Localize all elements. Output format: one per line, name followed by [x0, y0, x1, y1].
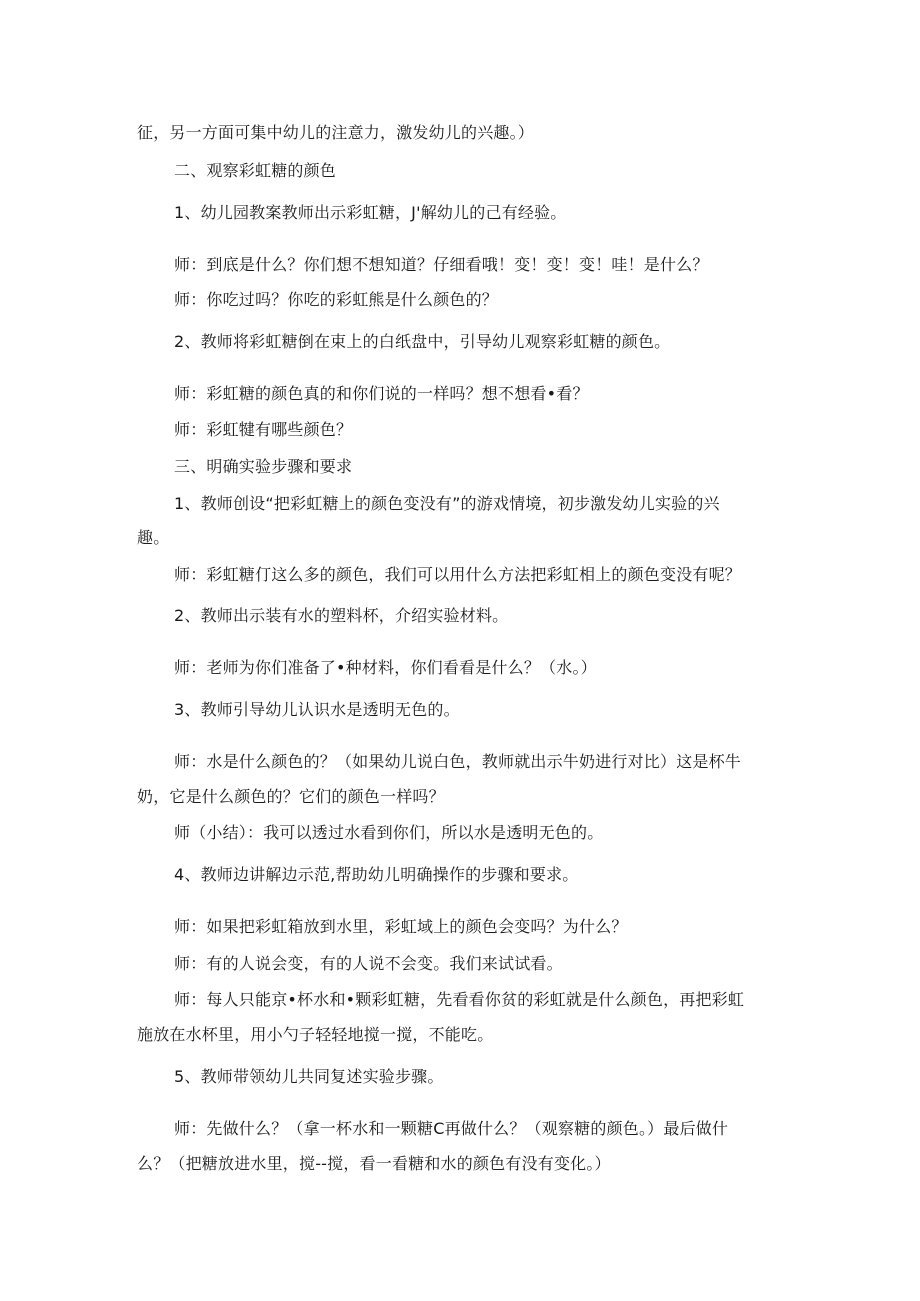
dialogue-line: 师：你吃过吗？你吃的彩虹熊是什么颜色的？ — [174, 290, 499, 309]
text-line: 奶，它是什么颜色的？它们的颜色一样吗？ — [137, 787, 445, 806]
text-line: 征，另一方面可集中幼儿的注意力，激发幼儿的兴趣。） — [137, 123, 535, 142]
numbered-step: 5、教师带领幼儿共同复述实验步骤。 — [174, 1067, 444, 1086]
numbered-step: 1、教师创设“把彩虹糖上的颜色变没有”的游戏情境，初步激发幼儿实验的兴 — [174, 494, 720, 513]
section-heading: 三、明确实验步骤和要求 — [174, 457, 353, 476]
dialogue-line: 师（小结）：我可以透过水看到你们，所以水是透明无色的。 — [174, 823, 604, 842]
dialogue-line: 师：彩虹糖仃这么多的颜色，我们可以用什么方法把彩虹相上的颜色变没有呢？ — [174, 565, 742, 584]
dialogue-line: 师：水是什么颜色的？（如果幼儿说白色，教师就出示牛奶进行对比）这是杯牛 — [174, 752, 742, 771]
text-line: 施放在水杯里，用小勺子轻轻地搅一搅，不能吃。 — [137, 1025, 494, 1044]
dialogue-line: 师：彩虹糖的颜色真的和你们说的一样吗？想不想看•看？ — [174, 384, 589, 403]
dialogue-line: 师：彩虹犍有哪些颜色？ — [174, 420, 353, 439]
numbered-step: 4、教师边讲解边示范,帮助幼儿明确操作的步骤和要求。 — [174, 865, 579, 884]
numbered-step: 2、教师将彩虹糖倒在束上的白纸盘中，引导幼儿观察彩虹糖的颜色。 — [174, 332, 671, 351]
text-line: 趣。 — [137, 528, 170, 547]
numbered-step: 3、教师引导幼儿认识水是透明无色的。 — [174, 700, 460, 719]
text-line: 么？（把糖放进水里，搅--搅，看一看糖和水的颜色有没有变化。） — [137, 1154, 611, 1173]
dialogue-line: 师：到底是什么？你们想不想知道？仔细看哦！变！变！变！哇！是什么？ — [174, 255, 709, 274]
numbered-step: 2、教师出示装有水的塑料杯，介绍实验材料。 — [174, 606, 509, 625]
dialogue-line: 师：每人只能京•杯水和•颗彩虹糖，先看看你贫的彩虹就是什么颜色，再把彩虹 — [174, 990, 745, 1009]
dialogue-line: 师：如果把彩虹箱放到水里，彩虹域上的颜色会变吗？为什么？ — [174, 917, 628, 936]
dialogue-line: 师：老师为你们准备了•种材料，你们看看是什么？（水。） — [174, 658, 597, 677]
section-heading: 二、观察彩虹糖的颜色 — [174, 161, 337, 180]
dialogue-line: 师：先做什么？（拿一杯水和一颗糖C再做什么？（观察糖的颜色。）最后做什 — [174, 1119, 729, 1138]
dialogue-line: 师：有的人说会变，有的人说不会变。我们来试试看。 — [174, 954, 563, 973]
numbered-step: 1、幼儿园教案教师出示彩虹糖，J'解幼儿的己有经验。 — [174, 203, 567, 222]
